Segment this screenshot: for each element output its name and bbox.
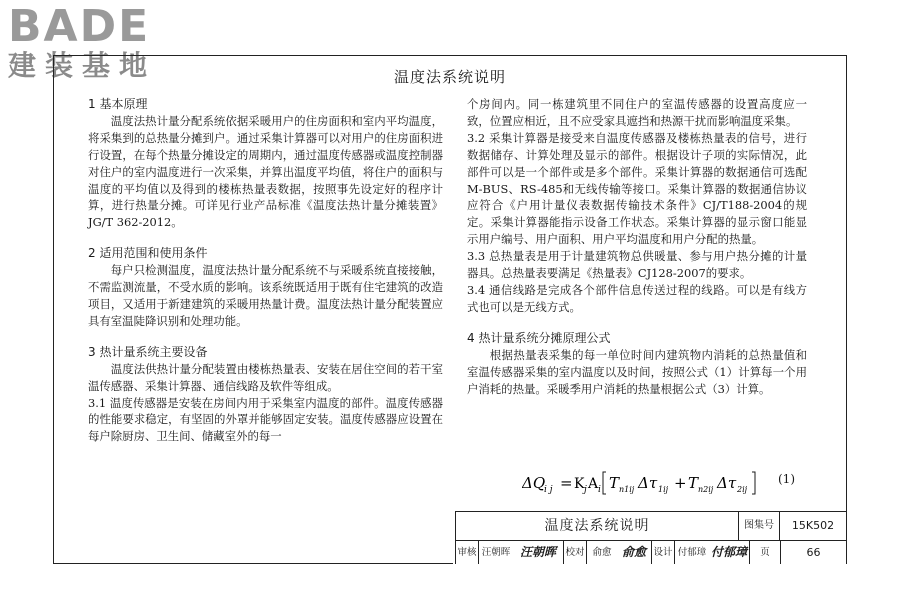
title-block bbox=[455, 511, 846, 564]
designer-signature: 付郁璋 bbox=[710, 545, 747, 559]
design-label: 设计 bbox=[653, 547, 673, 558]
svg-text:+: + bbox=[674, 474, 687, 492]
section-3-3-paragraph: 3.3 总热量表是用于计量建筑物总供暖量、参与用户热分摊的计量器具。总热量表要满足《热量表》CJ128-2007的要求。 bbox=[467, 249, 807, 281]
checker-name: 俞愈 bbox=[592, 547, 612, 558]
svg-text:n2ij: n2ij bbox=[698, 485, 714, 494]
svg-text:2ij: 2ij bbox=[737, 485, 748, 494]
title-block-title: 温度法系统说明 bbox=[456, 512, 739, 540]
svg-text:j: j bbox=[584, 485, 587, 495]
reviewer-name: 汪朝晖 bbox=[481, 547, 511, 558]
svg-text:n1ij: n1ij bbox=[619, 485, 635, 494]
reviewer-signature: 汪朝晖 bbox=[519, 545, 556, 559]
svg-text:i: i bbox=[598, 485, 601, 495]
section-heading-1: 1 基本原理 bbox=[88, 97, 148, 111]
page-label: 页 bbox=[760, 547, 770, 558]
checker-signature: 俞愈 bbox=[621, 545, 646, 559]
atlas-number: 15K502 bbox=[791, 519, 835, 532]
svg-text:i j: i j bbox=[544, 485, 553, 495]
svg-text:T: T bbox=[688, 474, 699, 492]
logo-subtitle: 建装基地 bbox=[8, 49, 157, 82]
svg-text:Δτ: Δτ bbox=[717, 474, 737, 492]
section-heading-4: 4 热计量系统分摊原理公式 bbox=[467, 330, 611, 345]
section-3-paragraph: 温度法供热计量分配装置由楼栋热量表、安装在居住空间的若干室温传感器、采集计算器、通信线路及软件等组成。 bbox=[88, 361, 443, 393]
section-1-paragraph: 温度法热计量分配系统依据采暖用户的住房面积和室内平均温度，将采集到的总热量分摊到户。通过采集计算器可以对用户的住房面积进行设置，在每个热量分摊设定的周期内，通过温度传感器或温度控制器对住户的室内温度进行一次采集，并算出温度平均值，将住户的面积与温度的平均值以及得到的楼栋热量表数据，按照事先设定好的程序计算，进行热量分摊。可详见行业产品标准《温度法热计量分摊装置》JG/T 362-2012。 bbox=[88, 113, 443, 230]
review-label: 审核 bbox=[457, 547, 477, 558]
svg-text:T: T bbox=[609, 474, 620, 492]
section-3-2-paragraph: 3.2 采集计算器是接受来自温度传感器及楼栋热量表的信号，进行数据储存、计算处理及显示的部件。根据设计子项的实际情况，此部件可以是一个部件或是多个部件。采集计算器的数据通信可选配 M-BUS、RS-485和无线传输等接口。采集计算器的数据通信协议应符合《户用计量仪表数据传输技术条件》CJ/T188-2004的规定。采集计算器能指示设备工作状态。采集计算器的显示窗口能显示用户编号、用户面积、用户平均温度和用户分配的热量。 bbox=[467, 130, 807, 247]
section-4-paragraph: 根据热量表采集的每一单位时间内建筑物内消耗的总热量值和室温传感器采集的室内温度以及时间，按照公式（1）计算每一个用户消耗的热量。采暖季用户消耗的热量根据公式（3）计算。 bbox=[467, 347, 807, 396]
svg-text:Δτ: Δτ bbox=[638, 474, 658, 492]
atlas-number-label: 图集号 bbox=[739, 512, 780, 540]
drawing-frame-bottom bbox=[53, 563, 453, 564]
formula-number: (1) bbox=[778, 472, 795, 486]
svg-text:A: A bbox=[588, 476, 599, 492]
designer-name: 付郁璋 bbox=[677, 547, 707, 558]
section-heading-3: 3 热计量系统主要设备 bbox=[88, 344, 208, 359]
svg-text:ΔQ: ΔQ bbox=[522, 474, 546, 492]
section-3-4-paragraph: 3.4 通信线路是完成各个部件信息传送过程的线路。可以是有线方式也可以是无线方式。 bbox=[467, 282, 807, 314]
svg-text:K: K bbox=[574, 476, 585, 492]
section-3-1-continued: 个房间内。同一栋建筑里不同住户的室温传感器的设置高度应一致，位置应相近，且不应受家具遮挡和热源干扰而影响温度采集。 bbox=[467, 97, 807, 128]
page-title: 温度法系统说明 bbox=[393, 68, 506, 86]
logo-wordmark: BADE bbox=[8, 1, 151, 52]
check-label: 校对 bbox=[565, 547, 585, 558]
left-column bbox=[88, 96, 443, 445]
right-column bbox=[467, 96, 807, 397]
heat-formula bbox=[522, 470, 802, 496]
svg-text:=: = bbox=[560, 474, 573, 492]
section-2-paragraph: 每户只检测温度，温度法热计量分配系统不与采暖系统直接接触，不需监测流量，不受水质的影响。该系统既适用于既有住宅建筑的改造项目，又适用于新建建筑的采暖用热量计费。温度法热计量分配装置应具有室温陡降识别和处理功能。 bbox=[88, 263, 443, 328]
section-3-1-paragraph: 3.1 温度传感器是安装在房间内用于采集室内温度的部件。温度传感器的性能要求稳定，有坚固的外罩并能够固定安装。温度传感器应设置在每户除厨房、卫生间、储藏室外的每一 bbox=[88, 395, 443, 444]
page-number: 66 bbox=[806, 546, 821, 559]
section-heading-2: 2 适用范围和使用条件 bbox=[88, 246, 208, 261]
svg-text:1ij: 1ij bbox=[658, 485, 669, 494]
